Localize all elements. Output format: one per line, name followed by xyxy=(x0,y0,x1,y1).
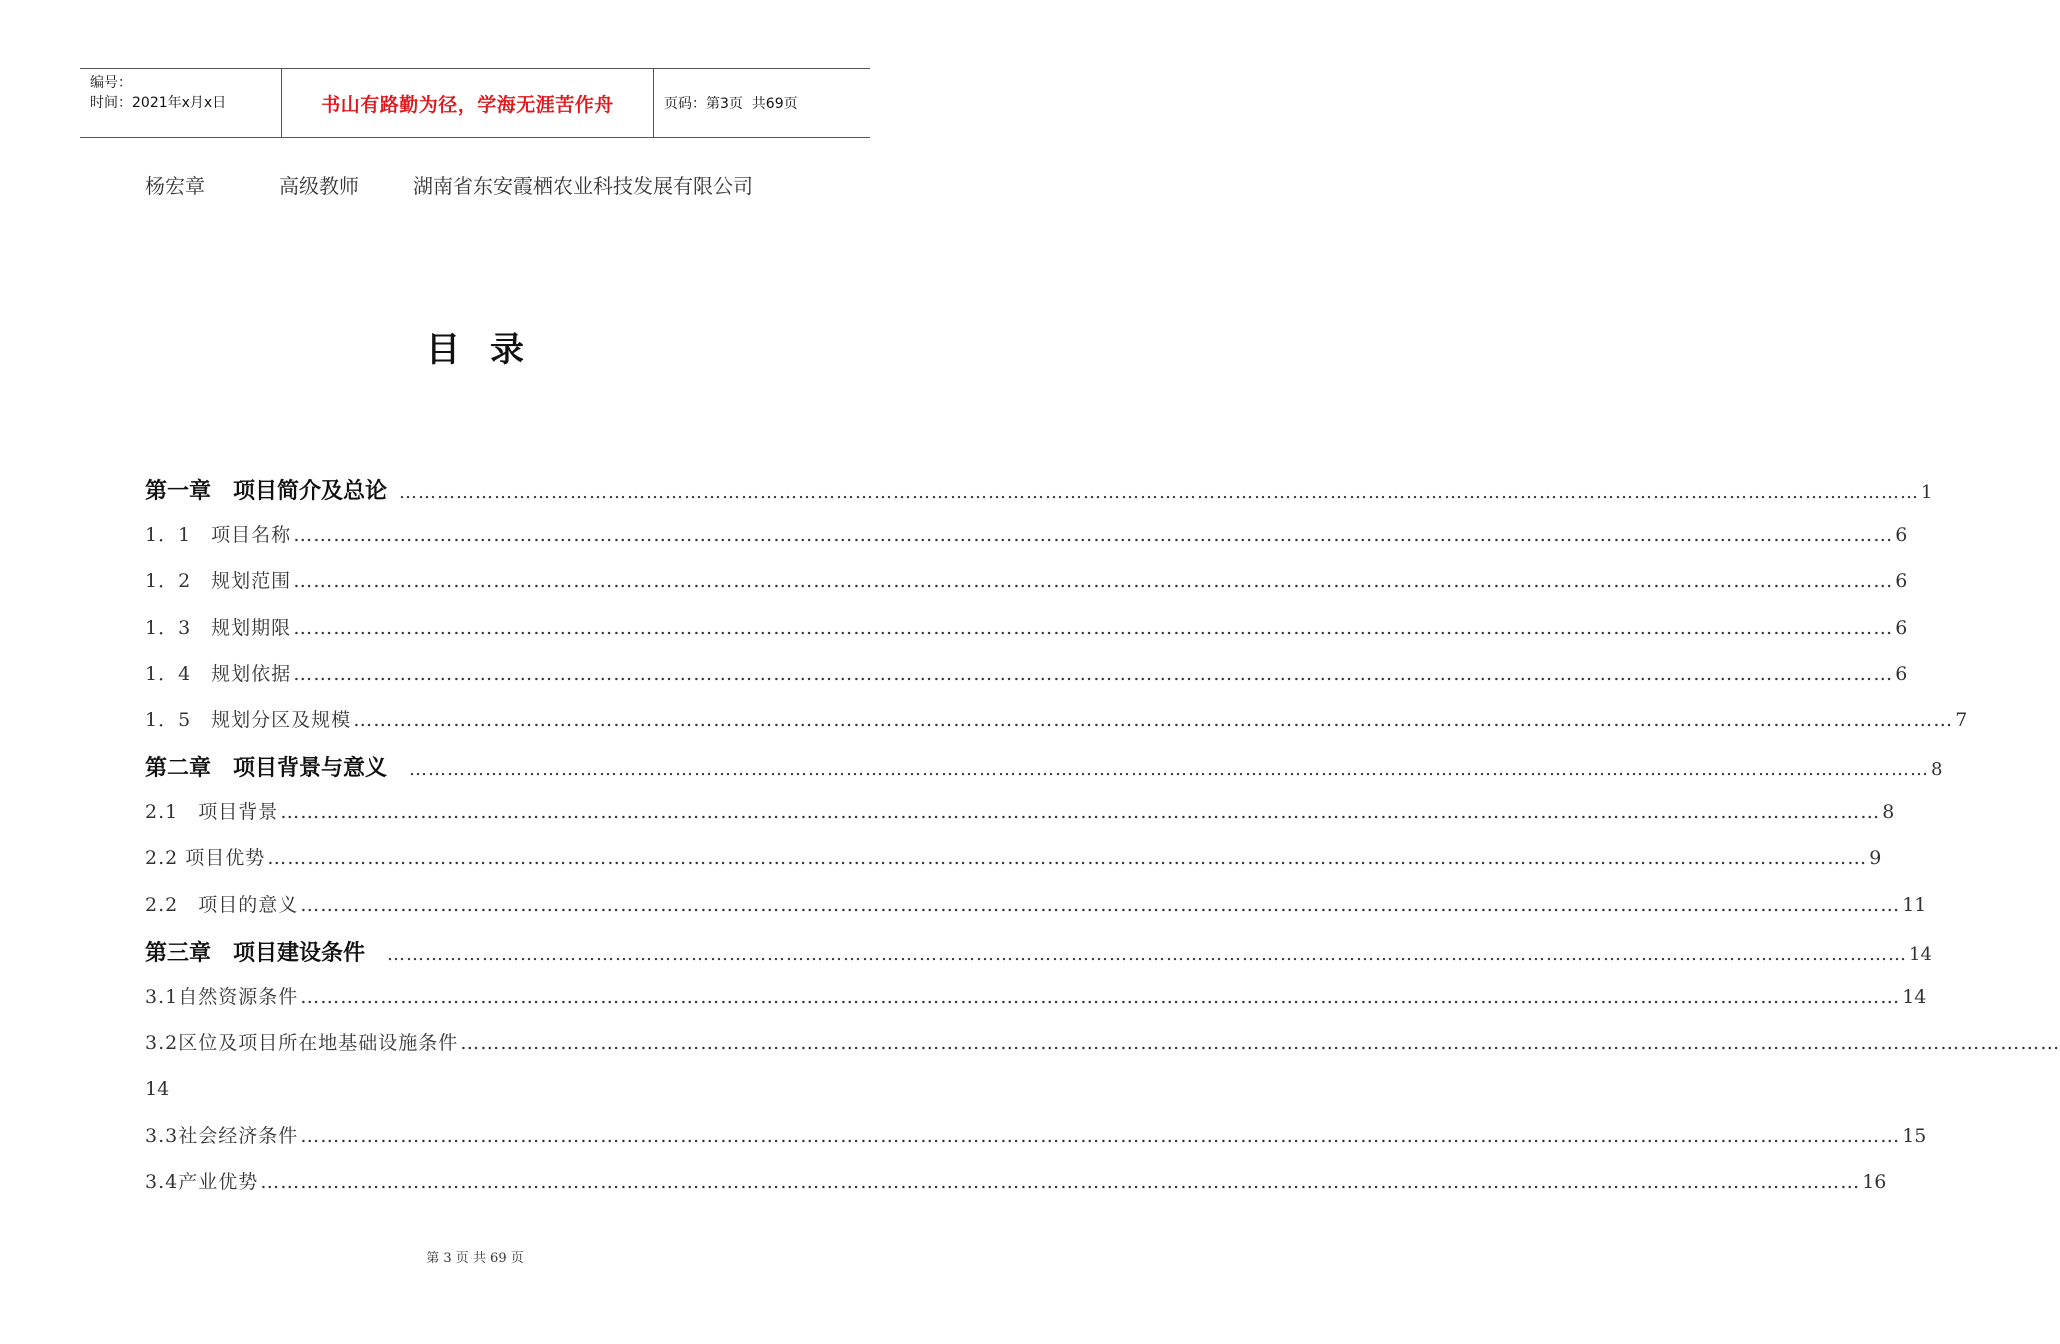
toc-entry-label: 1．3 规划期限 xyxy=(145,617,292,639)
toc-leader-dots: …………………………………………………………………………………………………………………………………………………………………………………………………………………… xyxy=(409,759,1930,780)
toc-entry-label: 3.4产业优势 xyxy=(145,1171,259,1193)
toc-chapter-entry[interactable] xyxy=(145,751,1943,782)
toc-chapter-entry[interactable] xyxy=(145,936,1932,967)
toc-entry-page: 16 xyxy=(1862,1171,1887,1193)
toc-leader-dots: …………………………………………………………………………………………………………………………………………………………………………………………………………………… xyxy=(300,986,1901,1008)
toc-leader-dots: …………………………………………………………………………………………………………………………………………………………………………………………………………………… xyxy=(293,524,1894,546)
toc-entry-page: 7 xyxy=(1955,709,1968,731)
toc-leader-dots: …………………………………………………………………………………………………………………………………………………………………………………………………………………… xyxy=(300,1125,1901,1147)
author-line xyxy=(145,170,753,199)
toc-entry-page: 14 xyxy=(1902,986,1927,1008)
toc-entry-label: 3.2区位及项目所在地基础设施条件 xyxy=(145,1032,459,1054)
toc-entry-page: 8 xyxy=(1882,801,1895,823)
toc-section-entry[interactable] xyxy=(145,797,1895,824)
toc-entry-label: 1．2 规划范围 xyxy=(145,570,292,592)
toc-entry-label: 3.3社会经济条件 xyxy=(145,1125,299,1147)
toc-section-entry[interactable] xyxy=(145,982,1927,1009)
toc-entry-label: 第一章 项目简介及总论 xyxy=(145,479,388,504)
header-motto: 书山有路勤为径，学海无涯苦作舟 xyxy=(282,69,654,137)
toc-leader-dots: …………………………………………………………………………………………………………………………………………………………………………………………………………………… xyxy=(267,847,1868,869)
toc-entry-page: 6 xyxy=(1895,570,1908,592)
toc-entry-page: 6 xyxy=(1895,524,1908,546)
toc-section-entry[interactable] xyxy=(145,1028,2060,1055)
toc-entry-page: 6 xyxy=(1895,663,1908,685)
page-info-text: 页码：第3页 共69页 xyxy=(664,96,798,112)
toc-entry-label: 1．4 规划依据 xyxy=(145,663,292,685)
toc-entry-label: 第三章 项目建设条件 xyxy=(145,941,366,966)
toc-leader-dots: …………………………………………………………………………………………………………………………………………………………………………………………………………………… xyxy=(293,570,1894,592)
toc-leader-dots: …………………………………………………………………………………………………………………………………………………………………………………………………………………… xyxy=(300,894,1901,916)
toc-title: 目录 xyxy=(426,330,554,370)
author-name: 杨宏章 xyxy=(145,174,205,198)
toc-section-entry[interactable] xyxy=(145,1167,1887,1194)
toc-entry-page: 14 xyxy=(1909,944,1932,965)
toc-leader-dots: …………………………………………………………………………………………………………………………………………………………………………………………………………………… xyxy=(460,1032,2060,1054)
toc-entry-label: 2.2 项目的意义 xyxy=(145,894,299,916)
toc-chapter-entry[interactable] xyxy=(145,474,1933,505)
toc-section-entry[interactable] xyxy=(145,613,1908,640)
toc-leader-dots: …………………………………………………………………………………………………………………………………………………………………………………………………………………… xyxy=(293,617,1894,639)
toc-leader-dots: …………………………………………………………………………………………………………………………………………………………………………………………………………………… xyxy=(353,709,1954,731)
toc-entry-page: 8 xyxy=(1931,759,1943,780)
toc-entry-label: 2.2 项目优势 xyxy=(145,847,266,869)
time-label: 时间：2021年x月x日 xyxy=(90,95,227,111)
author-org: 湖南省东安霞栖农业科技发展有限公司 xyxy=(413,174,753,198)
page-footer: 第 3 页 共 69 页 xyxy=(426,1251,524,1266)
toc-leader-dots: …………………………………………………………………………………………………………………………………………………………………………………………………………………… xyxy=(260,1171,1861,1193)
toc-entry-label: 3.1自然资源条件 xyxy=(145,986,299,1008)
number-label: 编号： xyxy=(90,75,132,91)
toc-entry-label: 第二章 项目背景与意义 xyxy=(145,756,388,781)
header-page-info xyxy=(654,69,870,137)
toc-leader-dots: …………………………………………………………………………………………………………………………………………………………………………………………………………………… xyxy=(387,944,1908,965)
toc-leader-dots: …………………………………………………………………………………………………………………………………………………………………………………………………………………… xyxy=(399,482,1920,503)
toc-section-entry[interactable] xyxy=(145,1121,1927,1148)
toc-entry-label: 2.1 项目背景 xyxy=(145,801,279,823)
toc-entry-page: 9 xyxy=(1869,847,1882,869)
toc-leader-dots: …………………………………………………………………………………………………………………………………………………………………………………………………………………… xyxy=(293,663,1894,685)
toc-entry-page: 1 xyxy=(1921,482,1933,503)
toc-section-entry[interactable] xyxy=(145,890,1927,917)
toc-entry-page: 15 xyxy=(1902,1125,1927,1147)
toc-entry-label: 1．1 项目名称 xyxy=(145,524,292,546)
header-meta xyxy=(80,69,282,137)
toc-section-entry[interactable] xyxy=(145,659,1908,686)
toc-section-entry[interactable] xyxy=(145,520,1908,547)
toc-section-entry[interactable] xyxy=(145,566,1908,593)
toc-section-entry[interactable] xyxy=(145,705,1968,732)
toc-entry-label: 1．5 规划分区及规模 xyxy=(145,709,352,731)
toc-entry-page: 6 xyxy=(1895,617,1908,639)
toc-entry-page: 11 xyxy=(1902,894,1927,916)
toc-leader-dots: …………………………………………………………………………………………………………………………………………………………………………………………………………………… xyxy=(280,801,1881,823)
author-title: 高级教师 xyxy=(279,174,359,198)
toc-wrapped-page[interactable]: 14 xyxy=(145,1078,170,1100)
toc-section-entry[interactable] xyxy=(145,843,1882,870)
header-table xyxy=(80,68,870,138)
